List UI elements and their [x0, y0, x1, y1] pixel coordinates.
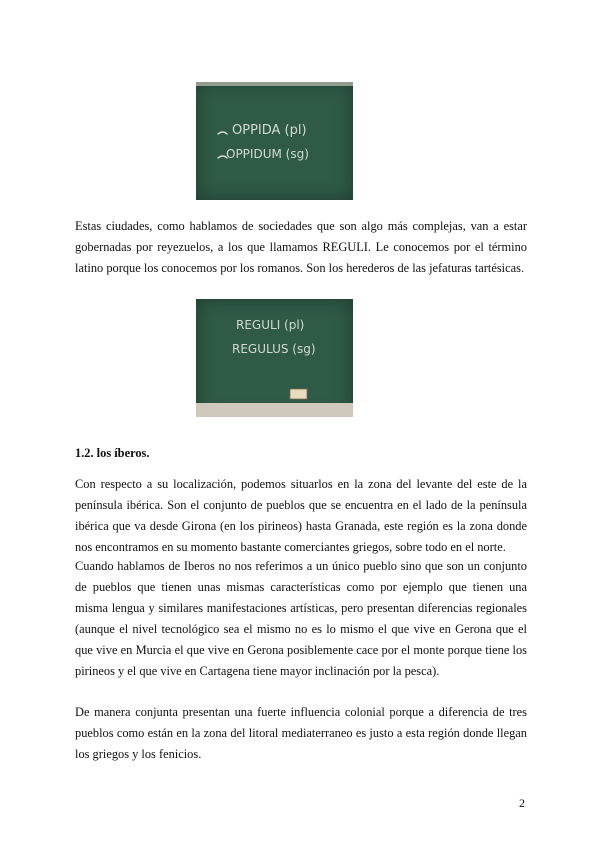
paragraph-localizacion: Con respecto a su localización, podemos situarlos en la zona del levante del este de la península ibérica. Son el conjunto de pueblos que se encuentra en el lado de la península ibérica que va desde Girona (en los pirineos) hasta Granada, este región es la zona donde nos encontramos en su momento bastante comerciantes griegos, sobre todo en el norte. [75, 477, 527, 554]
blackboard-reguli-chalk [196, 299, 353, 417]
paragraph-pueblos: Cuando hablamos de Iberos no nos referimos a un único pueblo sino que son un conjunto de pueblos que tienen unas mismas características como por ejemplo que tienen una misma lengua y similares manifestaciones artísticas, pero presentan diferencias regionales (aunque el nivel tecnológico sea el mismo no es lo mismo el que vive en Gerona que el que vive en Murcia el que vive en Gerona posiblemente cace por el monte porque tiene los pirineos y el que vive en Cartagena tiene mayor inclinación por la pesca). [75, 559, 527, 678]
section-heading: 1.2. los íberos. [75, 446, 150, 460]
board1-line1: OPPIDA (pl) [232, 123, 307, 138]
board1-line2: OPPIDUM (sg) [226, 147, 309, 161]
board2-line1: REGULI (pl) [236, 318, 305, 332]
page-number: 2 [519, 796, 525, 810]
blackboard-photo-oppida [196, 82, 353, 200]
blackboard-photo-reguli [196, 299, 353, 417]
paragraph-influencia: De manera conjunta presentan una fuerte influencia colonial porque a diferencia de tres pueblos como están en la zona del litoral mediaterraneo es justo a esta región donde llegan los griegos y los fenicios. [75, 705, 527, 761]
eraser [290, 389, 307, 399]
board2-line2: REGULUS (sg) [232, 342, 316, 356]
blackboard-oppida-chalk [196, 82, 353, 200]
paragraph-reguli: Estas ciudades, como hablamos de sociedades que son algo más complejas, van a estar gobernadas por reyezuelos, a los que llamamos REGULI. Le conocemos por el término latino porque los conocemos por los romanos. Son los herederos de las jefaturas tartésicas. [75, 219, 527, 275]
